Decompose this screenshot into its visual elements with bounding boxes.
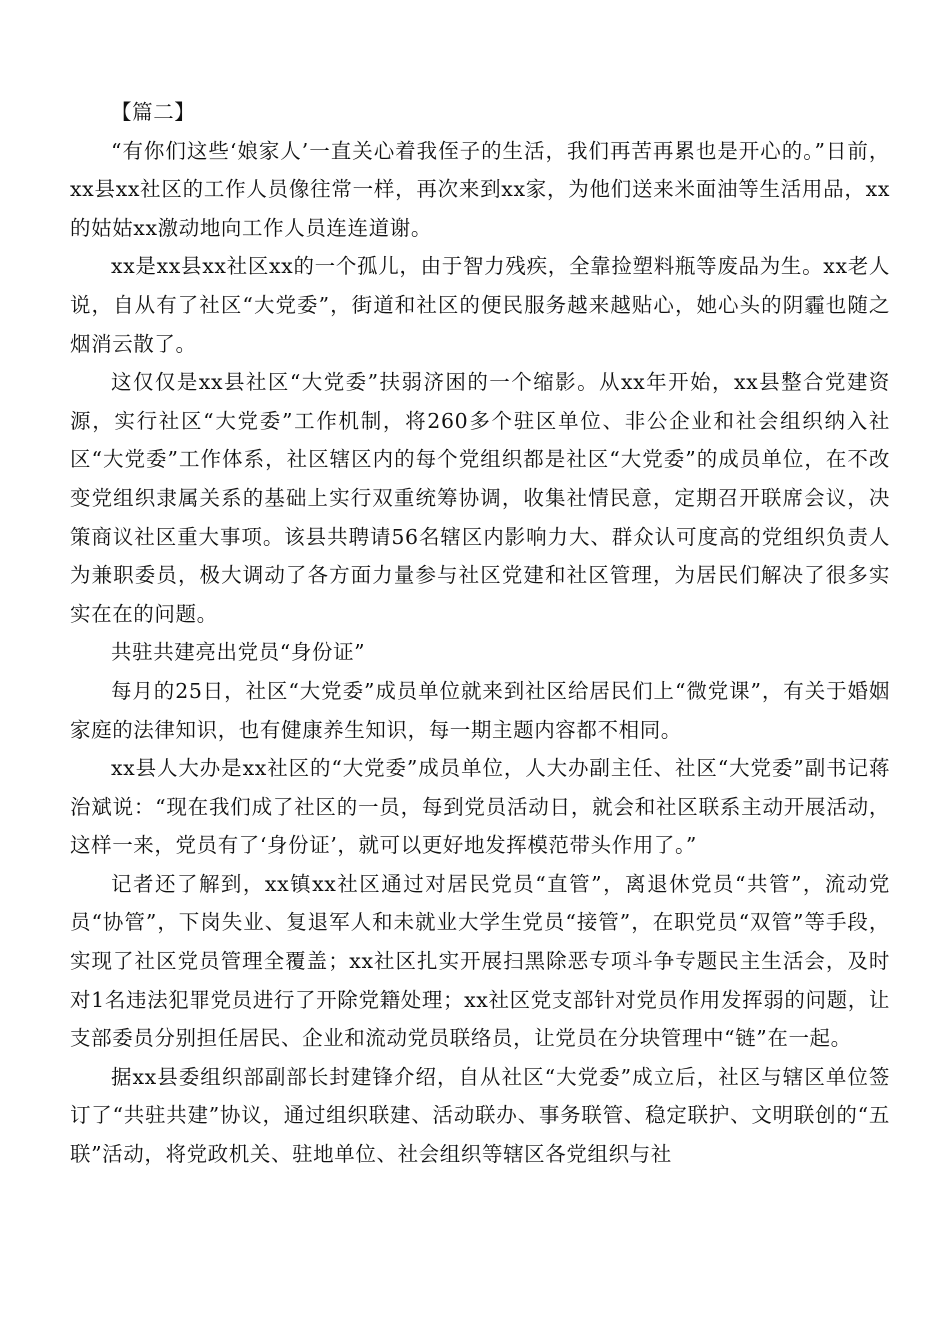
paragraph-1: “有你们这些‘娘家人’一直关心着我侄子的生活，我们再苦再累也是开心的。”日前，xx县xx社区的工作人员像往常一样，再次来到xx家，为他们送来米面油等生活用品，xx的姑姑xx激动地向工作人员连连道谢。 bbox=[70, 138, 890, 240]
paragraph-5: 每月的25日，社区“大党委”成员单位就来到社区给居民们上“微党课”，有关于婚姻家庭的法律知识，也有健康养生知识，每一期主题内容都不相同。 bbox=[70, 678, 890, 742]
paragraph-2: xx是xx县xx社区xx的一个孤儿，由于智力残疾，全靠捡塑料瓶等废品为生。xx老人说，自从有了社区“大党委”，街道和社区的便民服务越来越贴心，她心头的阴霾也随之烟消云散了。 bbox=[70, 254, 890, 356]
paragraph-8: 据xx县委组织部副部长封建锋介绍，自从社区“大党委”成立后，社区与辖区单位签订了“共驻共建”协议，通过组织联建、活动联办、事务联管、稳定联护、文明联创的“五联”活动，将党政机关、驻地单位、社会组织等辖区各党组织与社 bbox=[70, 1064, 890, 1167]
section-heading: 【篇二】 bbox=[111, 100, 196, 124]
paragraph-6: xx县人大办是xx社区的“大党委”成员单位，人大办副主任、社区“大党委”副书记蒋治斌说：“现在我们成了社区的一员，每到党员活动日，就会和社区联系主动开展活动，这样一来，党员有了‘身份证’，就可以更好地发挥模范带头作用了。” bbox=[70, 756, 890, 858]
paragraph-3: 这仅仅是xx县社区“大党委”扶弱济困的一个缩影。从xx年开始，xx县整合党建资源，实行社区“大党委”工作机制，将260多个驻区单位、非公企业和社会组织纳入社区“大党委”工作体系，社区辖区内的每个党组织都是社区“大党委”的成员单位，在不改变党组织隶属关系的基础上实行双重统筹协调，收集社情民意，定期召开联席会议，决策商议社区重大事项。该县共聘请56名辖区内影响力大、群众认可度高的党组织负责人为兼职委员，极大调动了各方面力量参与社区党建和社区管理，为居民们解决了很多实实在在的问题。 bbox=[70, 370, 890, 626]
subheading: 共驻共建亮出党员“身份证” bbox=[111, 640, 366, 665]
document-body bbox=[70, 93, 890, 1174]
paragraph-7: 记者还了解到，xx镇xx社区通过对居民党员“直管”，离退休党员“共管”，流动党员“协管”，下岗失业、复退军人和未就业大学生党员“接管”，在职党员“双管”等手段，实现了社区党员管理全覆盖；xx社区扎实开展扫黑除恶专项斗争专题民主生活会，及时对1名违法犯罪党员进行了开除党籍处理；xx社区党支部针对党员作用发挥弱的问题，让支部委员分别担任居民、企业和流动党员联络员，让党员在分块管理中“链”在一起。 bbox=[70, 871, 890, 1051]
